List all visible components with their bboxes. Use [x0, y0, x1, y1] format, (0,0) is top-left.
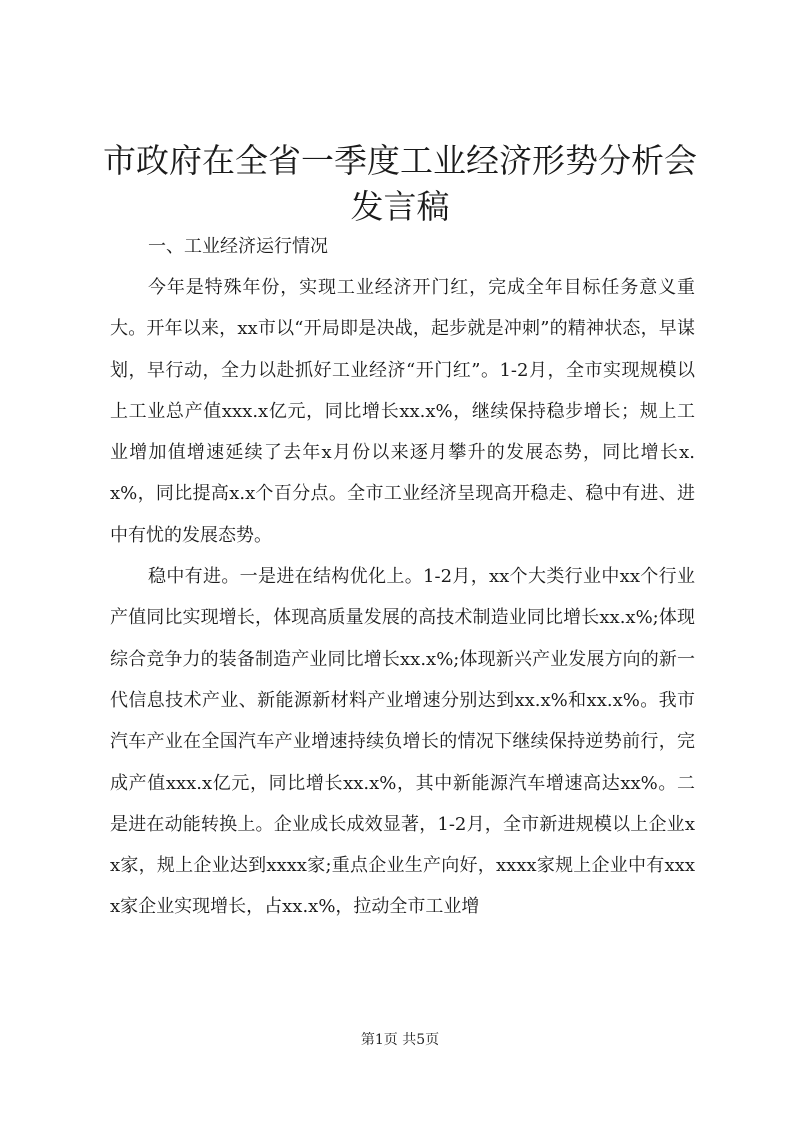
section-heading: 一、工业经济运行情况 [148, 236, 328, 257]
body-paragraph: 今年是特殊年份，实现工业经济开门红，完成全年目标任务意义重大。开年以来，xx市以“开局即是决战，起步就是冲刺”的精神状态，早谋划，早行动，全力以赴抓好工业经济“开门红”。1-2月，全市实现规模以上工业总产值xxx.x亿元，同比增长xx.x%，继续保持稳步增长；规上工业增加值增速延续了去年x月份以来逐月攀升的发展态势，同比增长x.x%，同比提高x.x个百分点。全市工业经济呈现高开稳走、稳中有进、进中有忧的发展态势。 [110, 277, 695, 546]
document-body [110, 226, 695, 928]
document-title: 市政府在全省一季度工业经济形势分析会发言稿 [103, 141, 697, 226]
body-paragraph: 稳中有进。一是进在结构优化上。1-2月，xx个大类行业中xx个行业产值同比实现增长，体现高质量发展的高技术制造业同比增长xx.x%;体现综合竞争力的装备制造产业同比增长xx.x%;体现新兴产业发展方向的新一代信息技术产业、新能源新材料产业增速分别达到xx.x%和xx.x%。我市汽车产业在全国汽车产业增速持续负增长的情况下继续保持逆势前行，完成产值xxx.x亿元，同比增长xx.x%，其中新能源汽车增速高达xx%。二是进在动能转换上。企业成长成效显著，1-2月，全市新进规模以上企业xx家，规上企业达到xxxx家;重点企业生产向好，xxxx家规上企业中有xxxx家企业实现增长，占xx.x%，拉动全市工业增 [110, 566, 695, 918]
page-number-footer: 第1页 共5页 [360, 1032, 440, 1048]
